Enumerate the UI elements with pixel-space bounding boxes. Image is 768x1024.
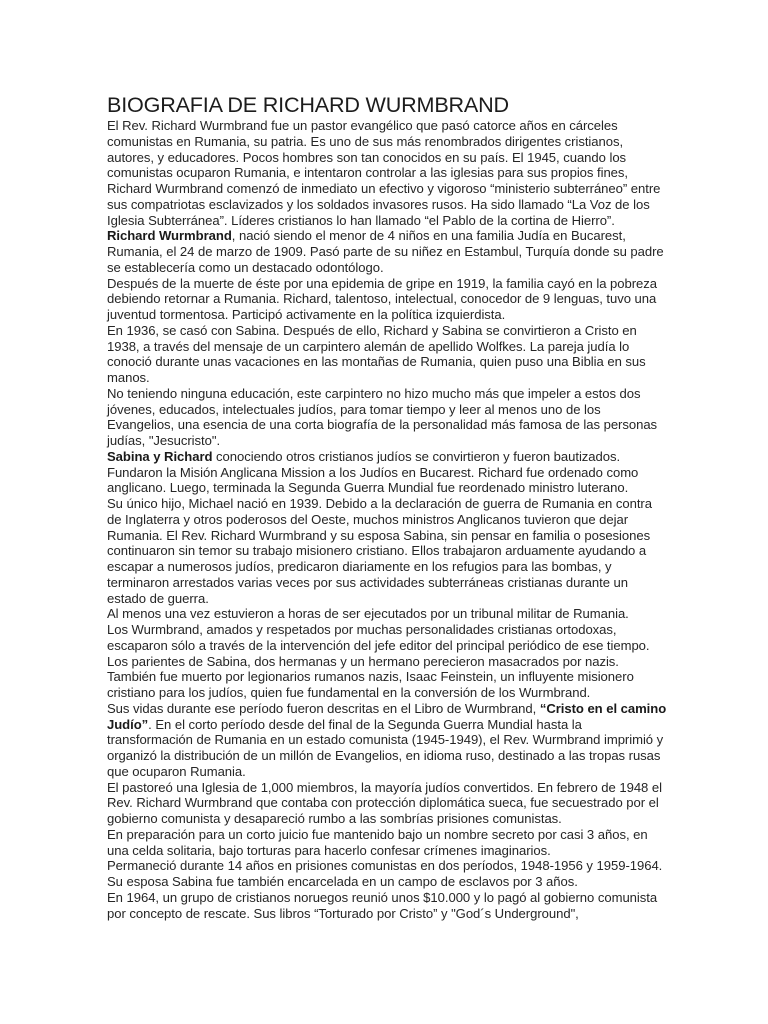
- bold-text: Richard Wurmbrand: [107, 228, 232, 244]
- paragraph-text: En 1964, un grupo de cristianos noruegos reunió unos $10.000 y lo pagó al gobierno comunista por concepto de rescate. Sus libros “Torturado por Cristo” y "God´s Underground",: [107, 889, 658, 921]
- paragraph-text: Los Wurmbrand, amados y respetados por muchas personalidades cristianas ortodoxas, escaparon sólo a través de la intervención del jefe editor del principal periódico de ese tiempo.: [107, 622, 650, 653]
- paragraph: [107, 323, 667, 386]
- paragraph-text: El Rev. Richard Wurmbrand fue un pastor evangélico que pasó catorce años en cárceles comunistas en Rumania, su patria. Es uno de sus más renombrados dirigentes cristianos, autores, y educadores. Pocos hombres son tan conocidos en su país. El 1945, cuando los comunistas ocuparon Rumania, e intentaron controlar a las iglesias para sus propios fines, Richard Wurmbrand comenzó de inmediato un efectivo y vigoroso “ministerio subterráneo” entre sus compatriotas esclavizados y los soldados invasores rusos. Ha sido llamado “La Voz de los Iglesia Subterránea”. Líderes cristianos lo han llamado “el Pablo de la cortina de Hierro”.: [107, 118, 661, 228]
- paragraph-text: , nació siendo el menor de 4 niños en una familia Judía en Bucarest, Rumania, el 24 de marzo de 1909. Pasó parte de su niñez en Estambul, Turquía donde su padre se establecería como un destacado odontólogo.: [107, 228, 664, 275]
- paragraph: [107, 827, 667, 859]
- paragraph-text: Permaneció durante 14 años en prisiones comunistas en dos períodos, 1948-1956 y 1959-1964. Su esposa Sabina fue también encarcelada en un campo de esclavos por 3 años.: [107, 858, 663, 889]
- paragraph: [107, 890, 667, 922]
- paragraph: [107, 669, 667, 701]
- paragraph: [107, 386, 667, 449]
- paragraph: [107, 622, 667, 654]
- paragraph-text: No teniendo ninguna educación, este carpintero no hizo mucho más que impeler a estos dos jóvenes, educados, intelectuales judíos, para tomar tiempo y leer al menos uno de los Evangelios, una esencia de una corta biografía de la personalidad más famosa de las personas judías, "Jesucristo".: [107, 385, 658, 448]
- document-title: BIOGRAFIA DE RICHARD WURMBRAND: [107, 92, 509, 117]
- paragraph: [107, 276, 667, 323]
- paragraph-text: Su único hijo, Michael nació en 1939. Debido a la declaración de guerra de Rumania en contra de Inglaterra y otros poderosos del Oeste, muchos ministros Anglicanos tuvieron que dejar Rumania. El Rev. Richard Wurmbrand y su esposa Sabina, sin pensar en familia o posesiones continuaron sin temor su trabajo misionero cristiano. Ellos trabajaron arduamente ayudando a escapar a numerosos judíos, predicaron diariamente en los refugios para las bombas, y terminaron arrestados varias veces por sus actividades subterráneas cristianas durante un estado de guerra.: [107, 496, 652, 606]
- paragraph-text: En 1936, se casó con Sabina. Después de ello, Richard y Sabina se convirtieron a Cristo en 1938, a través del mensaje de un carpintero alemán de apellido Wolfkes. La pareja judía lo conoció durante unas vacaciones en las montañas de Rumania, quien puso una Biblia en sus manos.: [107, 322, 646, 385]
- paragraph-text: Los parientes de Sabina, dos hermanas y un hermano perecieron masacrados por nazis.: [107, 653, 619, 669]
- paragraph: [107, 449, 667, 496]
- paragraph-text: Después de la muerte de éste por una epidemia de gripe en 1919, la familia cayó en la pobreza debiendo retornar a Rumania. Richard, talentoso, intelectual, conocedor de 9 lenguas, tuvo una juventud tormentosa. Participó activamente en la política izquierdista.: [107, 275, 658, 322]
- document-body: [107, 118, 667, 921]
- document-page: [107, 92, 667, 921]
- paragraph-text: El pastoreó una Iglesia de 1,000 miembros, la mayoría judíos convertidos. En febrero de 1948 el Rev. Richard Wurmbrand que contaba con protección diplomática sueca, fue secuestrado por el gobierno comunista y desapareció rumbo a las sombrías prisiones comunistas.: [107, 779, 662, 826]
- paragraph-text: . En el corto período desde del final de la Segunda Guerra Mundial hasta la transformación de Rumania en un estado comunista (1945-1949), el Rev. Wurmbrand imprimió y organizó la distribución de un millón de Evangelios, en idioma ruso, destinado a las tropas rusas que ocuparon Rumania.: [107, 716, 664, 779]
- paragraph: [107, 118, 667, 228]
- bold-text: “Cristo en el camino Judío”: [107, 700, 667, 732]
- paragraph-text: conociendo otros cristianos judíos se convirtieron y fueron bautizados. Fundaron la Misión Anglicana Mission a los Judíos en Bucarest. Richard fue ordenado como anglicano. Luego, terminada la Segunda Guerra Mundial fue reordenado ministro luterano.: [107, 448, 639, 496]
- paragraph: [107, 228, 667, 275]
- paragraph-text: También fue muerto por legionarios rumanos nazis, Isaac Feinstein, un influyente misionero cristiano para los judíos, quien fue fundamental en la conversión de los Wurmbrand.: [107, 669, 634, 700]
- paragraph-text: Sus vidas durante ese período fueron descritas en el Libro de Wurmbrand,: [107, 700, 540, 716]
- paragraph: [107, 606, 667, 622]
- paragraph: [107, 654, 667, 670]
- paragraph: [107, 701, 667, 780]
- paragraph-text: Al menos una vez estuvieron a horas de ser ejecutados por un tribunal militar de Rumania.: [107, 606, 629, 622]
- paragraph: [107, 780, 667, 827]
- paragraph: [107, 858, 667, 890]
- bold-text: Sabina y Richard: [107, 448, 213, 464]
- paragraph: [107, 496, 667, 606]
- paragraph-text: En preparación para un corto juicio fue mantenido bajo un nombre secreto por casi 3 años, en una celda solitaria, bajo torturas para hacerlo confesar crímenes imaginarios.: [107, 826, 648, 858]
